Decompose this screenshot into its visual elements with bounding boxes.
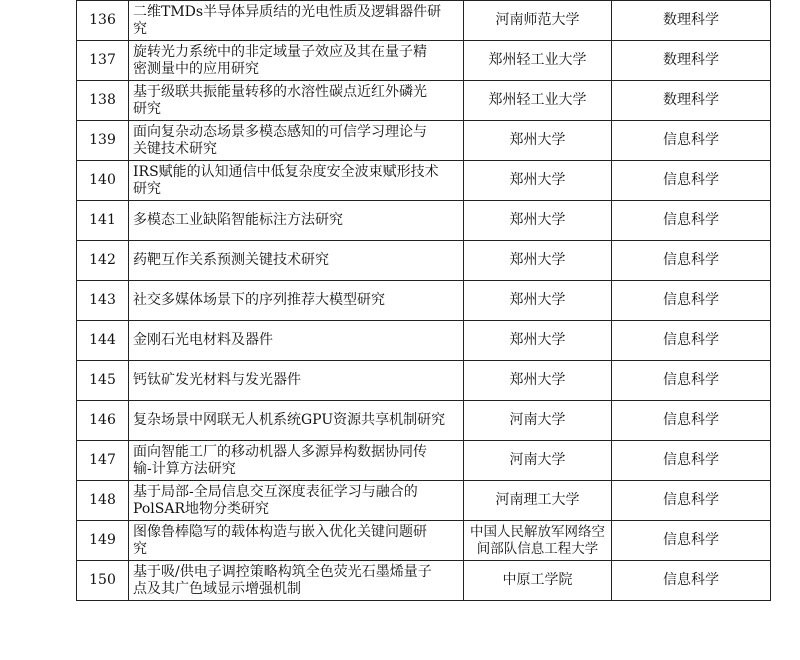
institution: 中国人民解放军网络空 间部队信息工程大学: [464, 521, 612, 561]
row-number: 137: [77, 41, 129, 81]
row-number: 149: [77, 521, 129, 561]
project-title: 二维TMDs半导体异质结的光电性质及逻辑器件研 究: [129, 1, 464, 41]
project-title: 基于级联共振能量转移的水溶性碳点近红外磷光 研究: [129, 81, 464, 121]
row-number: 150: [77, 561, 129, 601]
discipline: 信息科学: [612, 481, 771, 521]
discipline: 信息科学: [612, 161, 771, 201]
row-number: 146: [77, 401, 129, 441]
institution: 郑州大学: [464, 241, 612, 281]
discipline: 信息科学: [612, 521, 771, 561]
table-row: [77, 481, 771, 521]
table-row: [77, 1, 771, 41]
discipline: 信息科学: [612, 361, 771, 401]
table-row: [77, 281, 771, 321]
discipline: 数理科学: [612, 41, 771, 81]
table-row: [77, 401, 771, 441]
discipline: 信息科学: [612, 241, 771, 281]
project-title: 基于吸/供电子调控策略构筑全色荧光石墨烯量子 点及其广色域显示增强机制: [129, 561, 464, 601]
table-row: [77, 241, 771, 281]
project-table: [76, 0, 771, 601]
institution: 郑州大学: [464, 361, 612, 401]
row-number: 139: [77, 121, 129, 161]
project-title: 钙钛矿发光材料与发光器件: [129, 361, 464, 401]
table-row: [77, 121, 771, 161]
institution: 郑州轻工业大学: [464, 81, 612, 121]
table-row: [77, 321, 771, 361]
table-row: [77, 201, 771, 241]
discipline: 信息科学: [612, 401, 771, 441]
institution: 河南师范大学: [464, 1, 612, 41]
institution: 河南理工大学: [464, 481, 612, 521]
project-title: 多模态工业缺陷智能标注方法研究: [129, 201, 464, 241]
institution: 郑州大学: [464, 281, 612, 321]
row-number: 143: [77, 281, 129, 321]
row-number: 138: [77, 81, 129, 121]
table-row: [77, 81, 771, 121]
institution: 郑州大学: [464, 321, 612, 361]
project-title: 旋转光力系统中的非定域量子效应及其在量子精 密测量中的应用研究: [129, 41, 464, 81]
table-row: [77, 41, 771, 81]
institution: 河南大学: [464, 401, 612, 441]
project-title: 社交多媒体场景下的序列推荐大模型研究: [129, 281, 464, 321]
institution: 河南大学: [464, 441, 612, 481]
discipline: 信息科学: [612, 441, 771, 481]
discipline: 信息科学: [612, 281, 771, 321]
row-number: 147: [77, 441, 129, 481]
discipline: 信息科学: [612, 201, 771, 241]
table-row: [77, 521, 771, 561]
institution: 中原工学院: [464, 561, 612, 601]
row-number: 142: [77, 241, 129, 281]
institution: 郑州轻工业大学: [464, 41, 612, 81]
row-number: 148: [77, 481, 129, 521]
institution: 郑州大学: [464, 161, 612, 201]
project-title: 金刚石光电材料及器件: [129, 321, 464, 361]
project-title: 复杂场景中网联无人机系统GPU资源共享机制研究: [129, 401, 464, 441]
row-number: 140: [77, 161, 129, 201]
discipline: 信息科学: [612, 561, 771, 601]
project-title: 图像鲁棒隐写的载体构造与嵌入优化关键问题研 究: [129, 521, 464, 561]
project-title: 药靶互作关系预测关键技术研究: [129, 241, 464, 281]
table-row: [77, 361, 771, 401]
project-title: 面向复杂动态场景多模态感知的可信学习理论与 关键技术研究: [129, 121, 464, 161]
row-number: 141: [77, 201, 129, 241]
table-row: [77, 161, 771, 201]
row-number: 136: [77, 1, 129, 41]
table-row: [77, 561, 771, 601]
discipline: 数理科学: [612, 81, 771, 121]
discipline: 信息科学: [612, 121, 771, 161]
institution: 郑州大学: [464, 121, 612, 161]
discipline: 数理科学: [612, 1, 771, 41]
row-number: 144: [77, 321, 129, 361]
project-title: 面向智能工厂的移动机器人多源异构数据协同传 输-计算方法研究: [129, 441, 464, 481]
project-title: IRS赋能的认知通信中低复杂度安全波束赋形技术 研究: [129, 161, 464, 201]
row-number: 145: [77, 361, 129, 401]
project-title: 基于局部-全局信息交互深度表征学习与融合的 PolSAR地物分类研究: [129, 481, 464, 521]
table-row: [77, 441, 771, 481]
discipline: 信息科学: [612, 321, 771, 361]
institution: 郑州大学: [464, 201, 612, 241]
